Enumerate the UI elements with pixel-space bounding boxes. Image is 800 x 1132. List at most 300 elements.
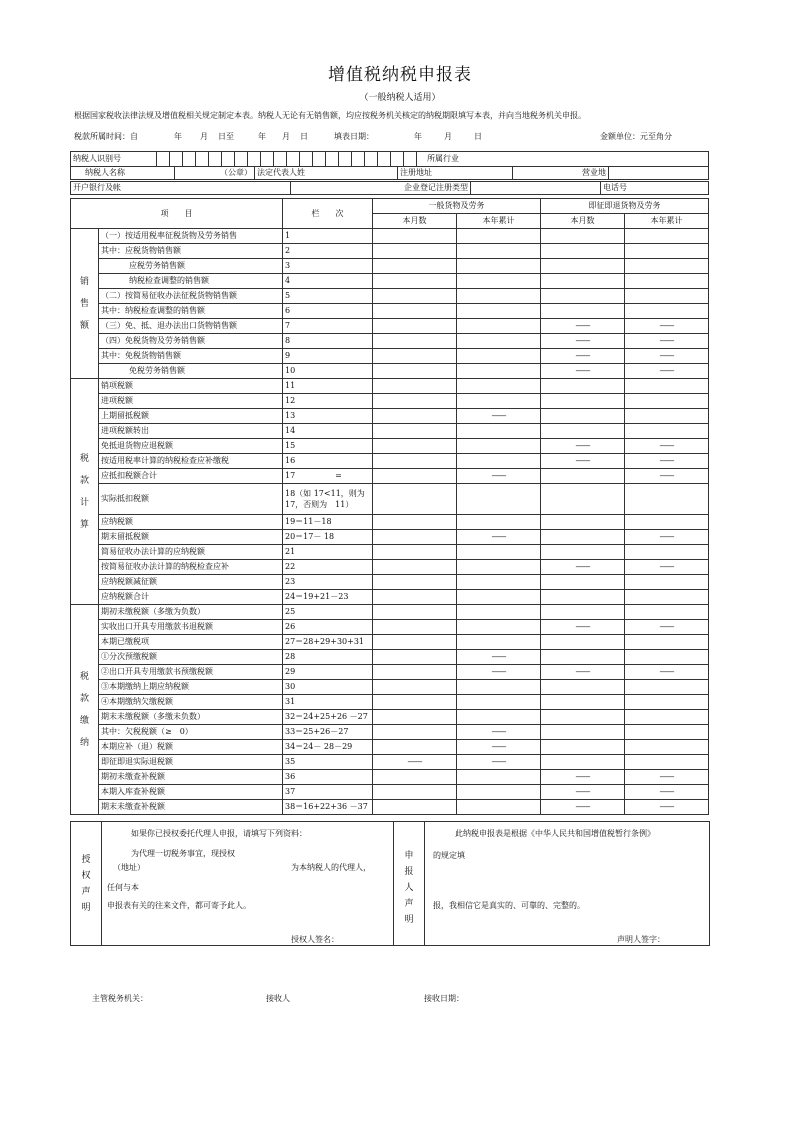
amount-cell[interactable] [625, 650, 709, 665]
row-col-number: 8 [283, 334, 373, 349]
row-item-label: 上期留抵税额 [99, 409, 283, 424]
dash-cell: —— [457, 650, 541, 665]
table-row [71, 424, 709, 439]
amount-cell[interactable] [625, 409, 709, 424]
table-row [71, 530, 709, 545]
amount-cell[interactable] [457, 379, 541, 394]
amount-cell[interactable] [457, 334, 541, 349]
dash-cell: —— [541, 560, 625, 575]
legal-rep-label: 法定代表人姓 [255, 167, 398, 180]
row-col-number: 22 [283, 560, 373, 575]
page-subtitle: （一般纳税人适用） [359, 93, 441, 103]
amount-cell[interactable] [373, 800, 457, 815]
amount-cell[interactable] [373, 680, 457, 695]
amount-cell[interactable] [625, 635, 709, 650]
decl-line-1: 此纳税申报表是根据《中华人民共和国增值税暂行条例》 [455, 829, 655, 838]
table-row [71, 605, 709, 620]
table-row [71, 545, 709, 560]
amount-cell[interactable] [457, 680, 541, 695]
amount-cell[interactable] [373, 394, 457, 409]
table-row [71, 289, 709, 304]
taxpayer-name-label: 纳税人名称 [71, 167, 175, 180]
section-label-payment: 税 款 缴 纳 [71, 605, 99, 815]
amount-cell[interactable] [373, 439, 457, 454]
amount-cell[interactable] [373, 770, 457, 785]
amount-cell[interactable] [457, 515, 541, 530]
table-row [71, 364, 709, 379]
column-item-header: 项 目 [71, 199, 283, 229]
amount-cell[interactable] [541, 650, 625, 665]
table-row [71, 394, 709, 409]
taxpayer-id-box[interactable] [183, 152, 196, 167]
amount-cell[interactable] [541, 710, 625, 725]
column-refund-month: 本月数 [541, 214, 625, 229]
table-row [71, 755, 709, 770]
dash-cell: —— [457, 755, 541, 770]
amount-cell[interactable] [457, 770, 541, 785]
row-col-number: 7 [283, 319, 373, 334]
table-row [71, 635, 709, 650]
row-item-label: ④本期缴纳欠缴税额 [99, 695, 283, 710]
table-row [71, 319, 709, 334]
amount-cell[interactable] [373, 785, 457, 800]
row-item-label: （三）免、抵、退办法出口货物销售额 [99, 319, 283, 334]
taxpayer-id-box[interactable] [300, 152, 313, 167]
amount-cell[interactable] [625, 590, 709, 605]
amount-cell[interactable] [625, 274, 709, 289]
amount-cell[interactable] [541, 530, 625, 545]
row-item-label: ②出口开具专用缴款书预缴税额 [99, 665, 283, 680]
amount-cell[interactable] [373, 635, 457, 650]
intro-text: 根据国家税收法律法规及增值税相关规定制定本表。纳税人无论有无销售额，均应按税务机关核定的纳税期限填写本表，并向当地税务机关申报。 [74, 111, 586, 120]
amount-cell[interactable] [541, 379, 625, 394]
amount-cell[interactable] [457, 605, 541, 620]
dash-cell: —— [541, 770, 625, 785]
amount-cell[interactable] [373, 289, 457, 304]
amount-cell[interactable] [373, 575, 457, 590]
row-item-label: 其中：纳税检查调整的销售额 [99, 304, 283, 319]
footer-receiver: 接收人 [266, 994, 290, 1003]
amount-cell[interactable] [625, 259, 709, 274]
row-col-number: 6 [283, 304, 373, 319]
amount-cell[interactable] [541, 740, 625, 755]
amount-cell[interactable] [373, 349, 457, 364]
row-col-number: 2 [283, 244, 373, 259]
auth-line-3: 任何与本 [107, 883, 139, 892]
row-col-number: 12 [283, 394, 373, 409]
divider [101, 822, 102, 945]
taxpayer-id-box[interactable] [157, 152, 170, 167]
period-year-from: 年 [174, 132, 182, 141]
amount-cell[interactable] [373, 304, 457, 319]
amount-cell[interactable] [373, 259, 457, 274]
period-day-to: 日 [300, 132, 308, 141]
amount-cell[interactable] [625, 515, 709, 530]
amount-cell[interactable] [457, 349, 541, 364]
amount-cell[interactable] [541, 725, 625, 740]
taxpayer-id-box[interactable] [404, 152, 417, 167]
dash-cell: —— [625, 800, 709, 815]
table-row [71, 515, 709, 530]
amount-cell[interactable] [373, 424, 457, 439]
amount-cell[interactable] [457, 394, 541, 409]
amount-cell[interactable] [541, 244, 625, 259]
amount-cell[interactable] [373, 650, 457, 665]
amount-cell[interactable] [373, 454, 457, 469]
period-month-to: 月 [282, 132, 290, 141]
amount-cell[interactable] [541, 229, 625, 244]
column-general-header: 一般货物及劳务 [373, 199, 541, 214]
row-item-label: 进项税额 [99, 394, 283, 409]
row-item-label: 免税劳务销售额 [99, 364, 283, 379]
row-item-label: 期初未缴查补税额 [99, 770, 283, 785]
amount-cell[interactable] [373, 274, 457, 289]
seal-label: （公章） [175, 167, 255, 180]
column-col-header: 栏 次 [283, 199, 373, 229]
table-row [71, 304, 709, 319]
period-label: 税款所属时间：自 [74, 132, 138, 141]
table-row [71, 334, 709, 349]
row-col-number: 17 = [283, 469, 373, 484]
amount-cell[interactable] [541, 289, 625, 304]
amount-cell[interactable] [625, 695, 709, 710]
row-col-number: 13 [283, 409, 373, 424]
table-row [71, 665, 709, 680]
amount-cell[interactable] [625, 244, 709, 259]
row-col-number: 38＝16+22+36 －37 [283, 800, 373, 815]
amount-cell[interactable] [457, 454, 541, 469]
amount-cell[interactable] [625, 725, 709, 740]
row-col-number: 36 [283, 770, 373, 785]
amount-cell[interactable] [457, 229, 541, 244]
row-item-label: （四）免税货物及劳务销售额 [99, 334, 283, 349]
amount-cell[interactable] [373, 409, 457, 424]
dash-cell: —— [457, 740, 541, 755]
amount-cell[interactable] [541, 424, 625, 439]
amount-cell[interactable] [373, 244, 457, 259]
row-item-label: 本期已缴税项 [99, 635, 283, 650]
auth-label: 授 权 声 明 [81, 855, 91, 913]
row-item-label: 期末未缴查补税额 [99, 800, 283, 815]
amount-cell[interactable] [541, 575, 625, 590]
amount-cell[interactable] [457, 575, 541, 590]
amount-cell[interactable] [373, 665, 457, 680]
industry-label: 所属行业 [417, 152, 709, 167]
table-row [71, 379, 709, 394]
table-row [71, 650, 709, 665]
row-col-number: 10 [283, 364, 373, 379]
dash-cell: —— [457, 725, 541, 740]
dash-cell: —— [625, 770, 709, 785]
amount-cell[interactable] [457, 695, 541, 710]
reg-address-label: 注册地址 [398, 167, 513, 180]
amount-cell[interactable] [457, 590, 541, 605]
dash-cell: —— [541, 800, 625, 815]
table-row [71, 244, 709, 259]
amount-cell[interactable] [625, 740, 709, 755]
amount-cell[interactable] [625, 484, 709, 515]
auth-line-2b: 为本纳税人的代理人， [291, 863, 371, 872]
amount-cell[interactable] [457, 710, 541, 725]
amount-cell[interactable] [457, 424, 541, 439]
taxpayer-id-box[interactable] [313, 152, 326, 167]
amount-cell[interactable] [373, 484, 457, 515]
taxpayer-id-label: 纳税人识别号 [71, 152, 157, 167]
row-col-number: 37 [283, 785, 373, 800]
dash-cell: —— [625, 665, 709, 680]
header-table-2 [70, 166, 709, 180]
amount-cell[interactable] [373, 710, 457, 725]
amount-cell[interactable] [541, 394, 625, 409]
amount-cell[interactable] [457, 620, 541, 635]
fill-year: 年 [414, 132, 422, 141]
row-item-label: 期初未缴税额（多缴为负数） [99, 605, 283, 620]
amount-cell[interactable] [373, 515, 457, 530]
amount-cell[interactable] [541, 680, 625, 695]
dash-cell: —— [625, 785, 709, 800]
amount-cell[interactable] [457, 319, 541, 334]
amount-cell[interactable] [625, 545, 709, 560]
amount-cell[interactable] [373, 740, 457, 755]
footer-date: 接收日期： [424, 994, 464, 1003]
taxpayer-id-box[interactable] [261, 152, 274, 167]
period-day-from: 日至 [218, 132, 234, 141]
table-row [71, 695, 709, 710]
row-item-label: 实际抵扣税额 [99, 484, 283, 515]
row-col-number: 35 [283, 755, 373, 770]
taxpayer-id-box[interactable] [196, 152, 209, 167]
row-col-number: 23 [283, 575, 373, 590]
row-col-number: 28 [283, 650, 373, 665]
row-col-number: 26 [283, 620, 373, 635]
dash-cell: —— [625, 530, 709, 545]
row-item-label: ③本期缴纳上期应纳税额 [99, 680, 283, 695]
row-item-label: 其中：欠税税额（≥ 0） [99, 725, 283, 740]
reg-type-label: 企业登记注册类型 [291, 182, 471, 195]
row-col-number: 14 [283, 424, 373, 439]
row-item-label: 免抵退货物应退税额 [99, 439, 283, 454]
row-item-label: 实收出口开具专用缴款书退税额 [99, 620, 283, 635]
row-item-label: 期末留抵税额 [99, 530, 283, 545]
amount-cell[interactable] [541, 469, 625, 484]
table-row [71, 620, 709, 635]
row-item-label: 纳税检查调整的销售额 [99, 274, 283, 289]
amount-cell[interactable] [541, 259, 625, 274]
row-item-label: 其中：应税货物销售额 [99, 244, 283, 259]
row-item-label: 销项税额 [99, 379, 283, 394]
taxpayer-id-box[interactable] [352, 152, 365, 167]
amount-cell[interactable] [373, 530, 457, 545]
amount-cell[interactable] [625, 755, 709, 770]
amount-cell[interactable] [625, 304, 709, 319]
taxpayer-id-box[interactable] [326, 152, 339, 167]
amount-cell[interactable] [541, 695, 625, 710]
amount-cell[interactable] [625, 605, 709, 620]
amount-cell[interactable] [373, 590, 457, 605]
amount-cell[interactable] [457, 244, 541, 259]
dash-cell: —— [541, 785, 625, 800]
amount-cell[interactable] [541, 409, 625, 424]
taxpayer-id-box[interactable] [391, 152, 404, 167]
amount-cell[interactable] [373, 560, 457, 575]
taxpayer-id-box[interactable] [222, 152, 235, 167]
row-item-label: 即征即退实际退税额 [99, 755, 283, 770]
fill-month: 月 [444, 132, 452, 141]
amount-cell[interactable] [541, 304, 625, 319]
taxpayer-id-box[interactable] [339, 152, 352, 167]
row-col-number: 19＝11－18 [283, 515, 373, 530]
row-col-number: 3 [283, 259, 373, 274]
amount-cell[interactable] [457, 304, 541, 319]
divider [424, 822, 425, 945]
taxpayer-id-box[interactable] [287, 152, 300, 167]
amount-cell[interactable] [541, 605, 625, 620]
row-col-number: 11 [283, 379, 373, 394]
amount-cell[interactable] [625, 394, 709, 409]
dash-cell: —— [541, 364, 625, 379]
row-item-label: 进项税额转出 [99, 424, 283, 439]
taxpayer-id-box[interactable] [170, 152, 183, 167]
row-col-number: 5 [283, 289, 373, 304]
auth-sign-label: 授权人签名： [291, 935, 339, 944]
table-row [71, 785, 709, 800]
dash-cell: —— [541, 349, 625, 364]
amount-cell[interactable] [457, 560, 541, 575]
column-general-month: 本月数 [373, 214, 457, 229]
row-col-number: 4 [283, 274, 373, 289]
amount-cell[interactable] [541, 755, 625, 770]
row-item-label: 应税劳务销售额 [99, 259, 283, 274]
header-table-3 [70, 181, 709, 195]
page-title: 增值税纳税申报表 [328, 65, 472, 85]
amount-cell[interactable] [625, 424, 709, 439]
amount-cell[interactable] [457, 259, 541, 274]
amount-cell[interactable] [625, 379, 709, 394]
table-row [71, 409, 709, 424]
amount-cell[interactable] [457, 484, 541, 515]
amount-cell[interactable] [457, 364, 541, 379]
table-row [71, 484, 709, 515]
bank-label: 开户银行及帐 [71, 182, 291, 195]
row-col-number: 34＝24－ 28－29 [283, 740, 373, 755]
amount-cell[interactable] [625, 710, 709, 725]
table-row [71, 710, 709, 725]
section-label-calc: 税 款 计 算 [71, 379, 99, 605]
table-row [71, 439, 709, 454]
amount-cell[interactable] [373, 364, 457, 379]
dash-cell: —— [541, 439, 625, 454]
auth-line-4: 申报表有关的往来文件，都可寄予此人。 [107, 901, 251, 910]
amount-cell[interactable] [373, 605, 457, 620]
business-address-value[interactable] [609, 167, 709, 180]
dash-cell: —— [373, 755, 457, 770]
table-row [71, 454, 709, 469]
section-label-sales: 销 售 额 [71, 229, 99, 379]
amount-cell[interactable] [373, 334, 457, 349]
taxpayer-id-box[interactable] [235, 152, 248, 167]
dash-cell: —— [457, 665, 541, 680]
row-col-number: 1 [283, 229, 373, 244]
fill-day: 日 [474, 132, 482, 141]
amount-cell[interactable] [541, 484, 625, 515]
amount-cell[interactable] [373, 229, 457, 244]
amount-unit: 金额单位：元至角分 [600, 132, 672, 141]
amount-cell[interactable] [457, 439, 541, 454]
reg-type-value[interactable] [471, 182, 601, 195]
taxpayer-id-box[interactable] [378, 152, 391, 167]
amount-cell[interactable] [457, 274, 541, 289]
amount-cell[interactable] [373, 695, 457, 710]
amount-cell[interactable] [457, 545, 541, 560]
amount-cell[interactable] [625, 575, 709, 590]
amount-cell[interactable] [373, 379, 457, 394]
amount-cell[interactable] [625, 680, 709, 695]
auth-line-1: 为代理一切税务事宜，现授权 [131, 849, 235, 858]
dash-cell: —— [625, 319, 709, 334]
table-row [71, 725, 709, 740]
amount-cell[interactable] [457, 289, 541, 304]
dash-cell: —— [625, 454, 709, 469]
column-refund-header: 即征即退货物及劳务 [541, 199, 709, 214]
amount-cell[interactable] [373, 319, 457, 334]
row-col-number: 33＝25+26－27 [283, 725, 373, 740]
amount-cell[interactable] [457, 785, 541, 800]
row-col-number: 29 [283, 665, 373, 680]
row-item-label: 本期入库查补税额 [99, 785, 283, 800]
row-col-number: 18（如 17<11，则为 17，否则为 11） [283, 484, 373, 515]
amount-cell[interactable] [541, 635, 625, 650]
amount-cell[interactable] [541, 545, 625, 560]
row-col-number: 27＝28+29+30+31 [283, 635, 373, 650]
amount-cell[interactable] [625, 229, 709, 244]
amount-cell[interactable] [457, 635, 541, 650]
row-item-label: 应纳税额合计 [99, 590, 283, 605]
dash-cell: —— [625, 560, 709, 575]
main-table [70, 198, 709, 815]
amount-cell[interactable] [457, 800, 541, 815]
amount-cell[interactable] [541, 274, 625, 289]
amount-cell[interactable] [625, 289, 709, 304]
row-col-number: 31 [283, 695, 373, 710]
row-item-label: （一）按适用税率征税货物及劳务销售 [99, 229, 283, 244]
taxpayer-id-box[interactable] [365, 152, 378, 167]
table-row [71, 469, 709, 484]
row-item-label: ①分次预缴税额 [99, 650, 283, 665]
table-row [71, 274, 709, 289]
taxpayer-id-box[interactable] [248, 152, 261, 167]
amount-cell[interactable] [373, 725, 457, 740]
period-line [74, 131, 714, 143]
row-col-number: 20＝17－ 18 [283, 530, 373, 545]
amount-cell[interactable] [373, 545, 457, 560]
table-row [71, 800, 709, 815]
row-col-number: 16 [283, 454, 373, 469]
amount-cell[interactable] [373, 620, 457, 635]
main-table-body [71, 199, 709, 815]
row-item-label: 应纳税额 [99, 515, 283, 530]
amount-cell[interactable] [541, 590, 625, 605]
row-item-label: 按适用税率计算的纳税检查应补缴税 [99, 454, 283, 469]
taxpayer-id-box[interactable] [274, 152, 287, 167]
amount-cell[interactable] [541, 515, 625, 530]
table-row [71, 770, 709, 785]
amount-cell[interactable] [373, 469, 457, 484]
taxpayer-id-box[interactable] [209, 152, 222, 167]
dash-cell: —— [457, 530, 541, 545]
decl-line-2: 的规定填 [433, 851, 465, 860]
dash-cell: —— [541, 665, 625, 680]
dash-cell: —— [625, 334, 709, 349]
